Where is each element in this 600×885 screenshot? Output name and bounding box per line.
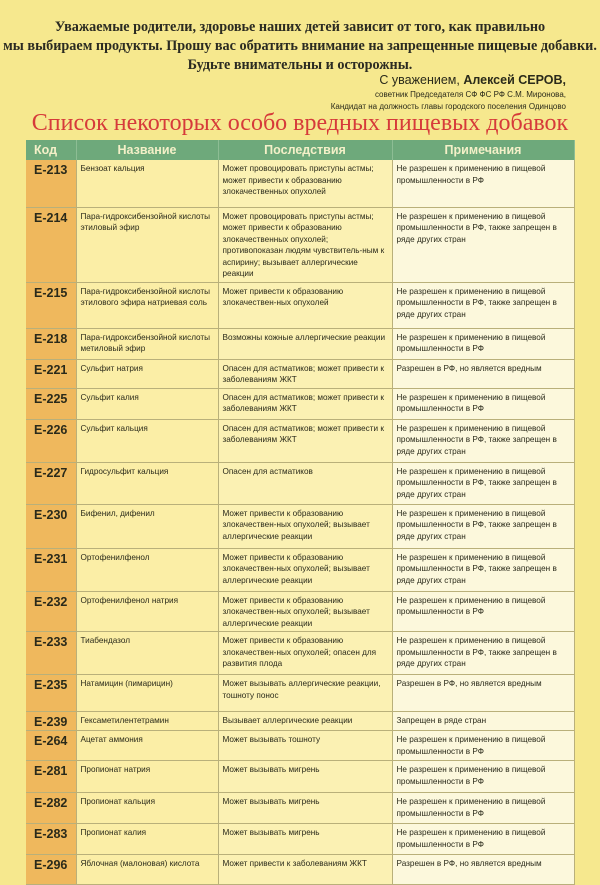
table-row <box>26 675 574 712</box>
cell-notes: Не разрешен к применению в пищевой промышленности в РФ <box>392 388 574 419</box>
signature-greeting: С уважением, <box>379 73 460 87</box>
cell-notes: Разрешен в РФ, но является вредным <box>392 359 574 388</box>
cell-name: Ортофенилфенол <box>76 548 218 591</box>
cell-name: Бифенил, дифенил <box>76 504 218 548</box>
cell-code: E-231 <box>26 548 76 591</box>
cell-notes: Не разрешен к применению в пищевой промышленности в РФ <box>392 591 574 632</box>
cell-code: E-239 <box>26 712 76 731</box>
cell-code: E-225 <box>26 388 76 419</box>
cell-code: E-215 <box>26 282 76 328</box>
cell-effects: Может привести к образованию злокачествен-ных опухолей; вызывает аллергические реакции <box>218 504 392 548</box>
cell-effects: Может вызывать мигрень <box>218 824 392 855</box>
cell-notes: Не разрешен к применению в пищевой промышленности в РФ, также запрещен в ряде других стран <box>392 462 574 504</box>
cell-name: Гексаметилентетрамин <box>76 712 218 731</box>
table-row <box>26 282 574 328</box>
cell-effects: Может вызывать мигрень <box>218 793 392 824</box>
cell-effects: Может вызывать аллергические реакции, тошноту понос <box>218 675 392 712</box>
page-title: Список некоторых особо вредных пищевых добавок <box>31 110 569 136</box>
cell-effects: Может провоцировать приступы астмы; может привести к образованию злокачественных опухолей; противопоказан людям чувствитель-ным к аспирину; вызывает аллергические реакции <box>218 207 392 282</box>
cell-notes: Запрещен в ряде стран <box>392 712 574 731</box>
table-row <box>26 731 574 761</box>
cell-effects: Может вызывать тошноту <box>218 731 392 761</box>
cell-name: Пропионат кальция <box>76 793 218 824</box>
intro-line: Будьте внимательны и осторожны. <box>187 57 413 73</box>
table-row <box>26 591 574 632</box>
table-row <box>26 793 574 824</box>
cell-name: Пропионат калия <box>76 824 218 855</box>
cell-notes: Не разрешен к применению в пищевой промышленности в РФ <box>392 761 574 793</box>
header-code: Код <box>26 140 76 160</box>
cell-effects: Может провоцировать приступы астмы; может привести к образованию злокачественных опухолей <box>218 160 392 207</box>
header-notes: Примечания <box>392 140 574 160</box>
table-row <box>26 160 574 207</box>
cell-effects: Может привести к заболеваниям ЖКТ <box>218 855 392 885</box>
signature-position: Кандидат на должность главы городского поселения Одинцово <box>330 102 566 111</box>
cell-effects: Опасен для астматиков <box>218 462 392 504</box>
additives-table <box>26 140 575 885</box>
table-row <box>26 548 574 591</box>
header-name: Название <box>76 140 218 160</box>
cell-code: E-233 <box>26 632 76 675</box>
cell-code: E-264 <box>26 731 76 761</box>
cell-name: Яблочная (малоновая) кислота <box>76 855 218 885</box>
cell-notes: Не разрешен к применению в пищевой промышленности в РФ, также запрещен в ряде других стран <box>392 419 574 462</box>
cell-effects: Может вызывать мигрень <box>218 761 392 793</box>
intro-line: мы выбираем продукты. Прошу вас обратить внимание на запрещенные пищевые добавки. <box>3 38 597 54</box>
cell-name: Пара-гидроксибензойной кислоты этилового эфира натриевая соль <box>76 282 218 328</box>
cell-effects: Опасен для астматиков; может привести к заболеваниям ЖКТ <box>218 419 392 462</box>
cell-effects: Вызывает аллергические реакции <box>218 712 392 731</box>
cell-code: E-281 <box>26 761 76 793</box>
cell-notes: Не разрешен к применению в пищевой промышленности в РФ <box>392 824 574 855</box>
cell-name: Пара-гидроксибензойной кислоты метиловый эфир <box>76 328 218 359</box>
cell-code: E-296 <box>26 855 76 885</box>
cell-name: Гидросульфит кальция <box>76 462 218 504</box>
cell-notes: Не разрешен к применению в пищевой промышленности в РФ, также запрещен в ряде других стран <box>392 504 574 548</box>
table-row <box>26 712 574 731</box>
cell-name: Ортофенилфенол натрия <box>76 591 218 632</box>
cell-notes: Не разрешен к применению в пищевой промышленности в РФ <box>392 160 574 207</box>
cell-notes: Не разрешен к применению в пищевой промышленности в РФ, также запрещен в ряде других стран <box>392 632 574 675</box>
cell-notes: Не разрешен к применению в пищевой промышленности в РФ, также запрещен в ряде других стран <box>392 282 574 328</box>
cell-notes: Не разрешен к применению в пищевой промышленности в РФ <box>392 793 574 824</box>
cell-notes: Не разрешен к применению в пищевой промышленности в РФ, также запрещен в ряде других стран <box>392 207 574 282</box>
table-row <box>26 855 574 885</box>
cell-notes: Не разрешен к применению в пищевой промышленности в РФ <box>392 328 574 359</box>
cell-name: Тиабендазол <box>76 632 218 675</box>
cell-name: Сульфит натрия <box>76 359 218 388</box>
cell-name: Натамицин (пимарицин) <box>76 675 218 712</box>
signature-name: Алексей СЕРОВ, <box>463 73 566 87</box>
cell-code: E-283 <box>26 824 76 855</box>
cell-effects: Опасен для астматиков; может привести к заболеваниям ЖКТ <box>218 359 392 388</box>
cell-name: Ацетат аммония <box>76 731 218 761</box>
cell-notes: Разрешен в РФ, но является вредным <box>392 855 574 885</box>
cell-effects: Может привести к образованию злокачествен-ных опухолей <box>218 282 392 328</box>
cell-name: Бензоат кальция <box>76 160 218 207</box>
table-row <box>26 388 574 419</box>
table-row <box>26 207 574 282</box>
cell-code: E-221 <box>26 359 76 388</box>
cell-effects: Может привести к образованию злокачествен-ных опухолей; вызывает аллергические реакции <box>218 591 392 632</box>
cell-name: Сульфит калия <box>76 388 218 419</box>
cell-name: Пара-гидроксибензойной кислоты этиловый эфир <box>76 207 218 282</box>
table-row <box>26 359 574 388</box>
table-row <box>26 824 574 855</box>
cell-code: E-282 <box>26 793 76 824</box>
cell-name: Сульфит кальция <box>76 419 218 462</box>
intro-text <box>0 18 600 75</box>
cell-effects: Может привести к образованию злокачествен-ных опухолей; опасен для развития плода <box>218 632 392 675</box>
intro-line: Уважаемые родители, здоровье наших детей зависит от того, как правильно <box>54 19 546 35</box>
cell-effects: Опасен для астматиков; может привести к заболеваниям ЖКТ <box>218 388 392 419</box>
cell-notes: Не разрешен к применению в пищевой промышленности в РФ <box>392 731 574 761</box>
table-row <box>26 761 574 793</box>
cell-effects: Может привести к образованию злокачествен-ных опухолей; вызывает аллергические реакции <box>218 548 392 591</box>
cell-effects: Возможны кожные аллергические реакции <box>218 328 392 359</box>
cell-code: E-213 <box>26 160 76 207</box>
table-row <box>26 504 574 548</box>
cell-code: E-235 <box>26 675 76 712</box>
cell-code: E-232 <box>26 591 76 632</box>
table-row <box>26 328 574 359</box>
table-row <box>26 419 574 462</box>
cell-code: E-230 <box>26 504 76 548</box>
cell-notes: Разрешен в РФ, но является вредным <box>392 675 574 712</box>
table-row <box>26 462 574 504</box>
cell-notes: Не разрешен к применению в пищевой промышленности в РФ, также запрещен в ряде других стран <box>392 548 574 591</box>
cell-code: E-214 <box>26 207 76 282</box>
table-header <box>26 140 574 160</box>
signature-position: советник Председателя СФ ФС РФ С.М. Миронова, <box>374 90 566 99</box>
header-effects: Последствия <box>218 140 392 160</box>
table-row <box>26 632 574 675</box>
cell-name: Пропионат натрия <box>76 761 218 793</box>
cell-code: E-226 <box>26 419 76 462</box>
cell-code: E-218 <box>26 328 76 359</box>
signature <box>331 72 566 113</box>
cell-code: E-227 <box>26 462 76 504</box>
